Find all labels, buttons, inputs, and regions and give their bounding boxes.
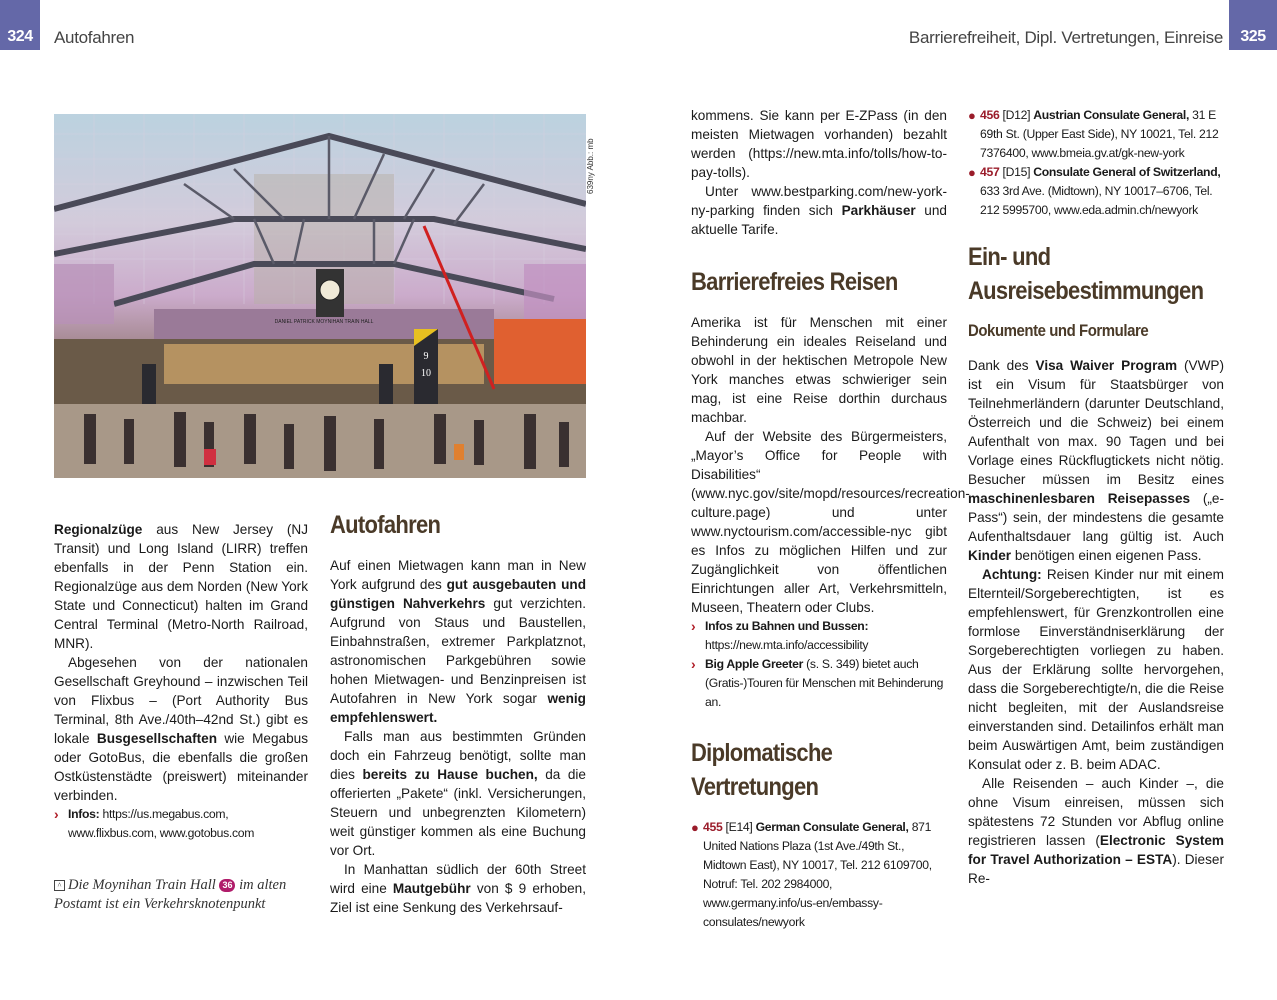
- bullet-dot-icon: ●: [691, 820, 699, 835]
- entry-number: 456: [980, 108, 1000, 122]
- text: Falls man aus bestimmten Gründen doch ein Fahrzeug benötigt, sollte man dies: [330, 729, 586, 782]
- bold-term: Parkhäuser: [841, 203, 916, 218]
- photo-caption: [54, 876, 314, 914]
- chevron-right-icon: ›: [691, 656, 696, 672]
- photo-credit: 639ny Abb.: mb: [586, 138, 595, 194]
- poi-badge: 36: [219, 879, 235, 892]
- grid-ref: [D15]: [999, 165, 1034, 179]
- caption-text: Die Moynihan Train Hall: [68, 877, 216, 893]
- text: In Manhattan südlich der 60th Street wird eine: [330, 862, 586, 896]
- paragraph-busgesellschaften: [54, 653, 308, 805]
- svg-text:10: 10: [421, 368, 431, 379]
- entry-details: 633 3rd Ave. (Midtown), NY 10017–6706, Tel. 212 5995700, www.eda.admin.ch/newyork: [980, 184, 1213, 217]
- entry-456-austrian-consulate: [968, 106, 1224, 163]
- column-1: [54, 520, 308, 843]
- info-text: https://new.mta.info/accessibility: [705, 638, 869, 652]
- chevron-right-icon: ›: [691, 618, 696, 634]
- bold-term: Busgesellschaften: [96, 731, 217, 746]
- bullet-dot-icon: ●: [968, 108, 976, 123]
- page-number-right: 325: [1229, 0, 1277, 50]
- paragraph-ezpass: kommens. Sie kann per E-ZPass (in den meisten Mietwagen vorhanden) bezahlt werden (https://new.mta.info/tolls/how-to-pay-tolls).: [691, 108, 947, 180]
- train-hall-illustration: [54, 114, 586, 478]
- heading-barrierefreies-reisen: Barrierefreies Reisen: [691, 268, 898, 296]
- paragraph-regionalzuege: [54, 520, 308, 653]
- moynihan-train-hall-photo: [54, 114, 586, 478]
- bold-term: wenig empfehlenswert.: [330, 691, 586, 725]
- text: und aktuelle Tarife.: [691, 203, 947, 237]
- text: ). Dieser Re-: [968, 852, 1224, 886]
- paragraph-parkhaeuser: [691, 182, 947, 239]
- heading-autofahren: Autofahren: [330, 511, 441, 539]
- text: Alle Reisenden – auch Kinder –, die ohne Visum einreisen, müssen sich spätestens 72 Stunden vor Abflug online registrieren lassen (: [968, 776, 1224, 848]
- paragraph-buergermeister-website: Auf der Website des Bürgermeisters, „Mayor’s Office for People with Disabilities“ (www.nyc.gov/site/mopd/resources/recreation-culture.page) und unter www.nyctourism.com/accessible-nyc gibt es Infos zu möglichen Hilfen und zur Zugänglichkeit von öffentlichen Einrichtungen aller Art, Verkehrsmitteln, Museen, Theatern oder Clubs.: [691, 429, 970, 615]
- bold-term: maschinenlesbaren Reisepasses: [968, 491, 1191, 506]
- bold-term: bereits zu Hause buchen,: [362, 767, 538, 782]
- bold-term: Kinder: [968, 548, 1012, 563]
- heading-diplomatische-vertretungen: Diplomatische Vertretungen: [691, 739, 833, 801]
- text: aus New Jersey (NJ Transit) und Long Island (LIRR) treffen ebenfalls in der Penn Station ein. Regionalzüge aus dem Norden (New York State und Connecticut) halten im Grand Central Terminal (Metro-North Railroad, MNR).: [54, 522, 308, 651]
- info-text: https://us.megabus.com, www.flixbus.com, www.gotobus.com: [68, 807, 255, 840]
- entry-name: German Consulate General,: [755, 820, 909, 834]
- text: Unter www.bestparking.com/new-york-ny-parking finden sich: [691, 184, 947, 218]
- caption-text: im alten Postamt ist ein Verkehrsknotenpunkt: [54, 877, 287, 912]
- chevron-right-icon: ›: [54, 806, 59, 822]
- paragraph-fahrzeug-buchen: [330, 727, 586, 860]
- text: Auf einen Mietwagen kann man in New York aufgrund des: [330, 558, 586, 592]
- entry-457-swiss-consulate: [968, 163, 1224, 220]
- entry-details: 871 United Nations Plaza (1st Ave./49th St., Midtown East), NY 10017, Tel. 212 6109700, Notruf: Tel. 202 2984000, www.germany.info/us-en/embassy-consulates/newyork: [703, 820, 932, 929]
- text: Reisen Kinder nur mit einem Elternteil/Sorgeberechtigten, ist es empfehlenswert, für Grenzkontrollen eine formlose Einverständniserklärung der Sorgeberechtigten vorliegen zu haben. Aus der Erklärung sollte hervorgehen, dass die Sorgeberechtigte/n, die die Reise nicht begleiten, mit der Auslandsreise einverstanden sind. Detailinfos erhält man beim Auswärtigen Amt, beim zuständigen Konsulat oder z. B. beim ADAC.: [968, 567, 1224, 772]
- info-label: Infos:: [68, 807, 100, 821]
- text: Dank des: [968, 358, 1036, 373]
- info-label: Big Apple Greeter: [705, 657, 804, 671]
- column-4: [968, 106, 1224, 888]
- text: da die offerierten „Pakete“ (inkl. Versicherungen, Steuern und unbegrenzten Kilometern) weit günstiger kommen als eine Buchung vor Ort.: [330, 767, 586, 858]
- entry-name: Consulate General of Switzerland,: [1033, 165, 1221, 179]
- bold-term: Electronic System for Travel Authorization – ESTA: [968, 833, 1224, 867]
- entry-455-german-consulate: [691, 818, 947, 932]
- bold-term: Mautgebühr: [392, 881, 471, 896]
- paragraph-visa-waiver: [968, 356, 1224, 565]
- info-bahnen-busse: [691, 617, 947, 655]
- column-2: [330, 508, 586, 917]
- paragraph-amerika-behinderung: Amerika ist für Menschen mit einer Behinderung ein ideales Reiseland und obwohl in der hektischen Metropole New York manches etwas schwieriger sein mag, ist eine Reise dorthin durchaus machbar.: [691, 315, 947, 425]
- paragraph-esta: [968, 774, 1224, 888]
- entry-details: 31 E 69th St. (Upper East Side), NY 10021, Tel. 212 7376400, www.bmeia.gv.at/gk-new-york: [980, 108, 1219, 160]
- heading-ein-ausreisebestimmungen: Ein- und Ausreisebestimmungen: [968, 243, 1204, 305]
- grid-ref: [E14]: [722, 820, 756, 834]
- text: Abgesehen von der nationalen Gesellschaft Greyhound – inzwischen Teil von Flixbus – (Port Authority Bus Terminal, 8th Ave./40th–42nd St.) gibt es lokale: [54, 655, 308, 746]
- entry-number: 455: [703, 820, 723, 834]
- subheading-dokumente-formulare: Dokumente und Formulare: [968, 321, 1149, 340]
- column-3: [691, 106, 970, 932]
- paragraph-achtung-kinder: [968, 565, 1224, 774]
- text: von $ 9 erhoben, Ziel ist eine Senkung des Verkehrsauf-: [330, 881, 586, 915]
- text: benötigen einen eigenen Pass.: [1011, 548, 1202, 563]
- entry-number: 457: [980, 165, 1000, 179]
- bold-term: gut ausgebauten und günstigen Nahverkehrs: [330, 577, 586, 611]
- photo-up-icon: ^: [54, 880, 65, 891]
- svg-text:DANIEL PATRICK MOYNIHAN TRAIN: DANIEL PATRICK MOYNIHAN TRAIN HALL: [274, 319, 374, 325]
- bold-term: Regionalzüge: [54, 522, 143, 537]
- running-head-right: Barrierefreiheit, Dipl. Vertretungen, Einreise: [908, 28, 1223, 47]
- info-big-apple-greeter: [691, 655, 947, 712]
- text: (VWP) ist ein Visum für Staatsbürger von Teilnehmerländern (darunter Deutschland, Österreich und die Schweiz) bei einem Aufenthalt von max. 90 Tagen und bei Vorlage eines Rückflugtickets nicht nötig. Besucher müssen im Besitz eines: [968, 358, 1224, 487]
- bullet-dot-icon: ●: [968, 165, 976, 180]
- text: gut verzichten. Aufgrund von Staus und Baustellen, Einbahnstraßen, extremer Parkplatznot, astronomischen Parkgebühren sowie hohen Mietwagen- und Benzinpreisen ist Autofahren in New York sogar: [330, 596, 586, 706]
- bold-term: Visa Waiver Program: [1035, 358, 1178, 373]
- text: („e-Pass“) sein, der mindestens die gesamte Aufenthaltsdauer lang gültig ist. Auch: [968, 491, 1225, 544]
- bold-term: Achtung:: [982, 567, 1042, 582]
- paragraph-mietwagen: [330, 556, 586, 727]
- running-head-left: Autofahren: [54, 28, 135, 47]
- grid-ref: [D12]: [999, 108, 1034, 122]
- info-bus-links: [54, 805, 308, 843]
- paragraph-mautgebuehr: [330, 860, 586, 917]
- entry-name: Austrian Consulate General,: [1033, 108, 1190, 122]
- text: wie Megabus oder GotoBus, die ebenfalls die großen Ostküstenstädte (preiswert) miteinander verbinden.: [54, 731, 309, 803]
- info-label: Infos zu Bahnen und Bussen:: [705, 619, 869, 633]
- page-number-left: 324: [0, 0, 40, 50]
- info-text: (s. S. 349) bietet auch (Gratis-)Touren für Menschen mit Behinderung an.: [705, 657, 944, 709]
- svg-text:9: 9: [423, 351, 429, 362]
